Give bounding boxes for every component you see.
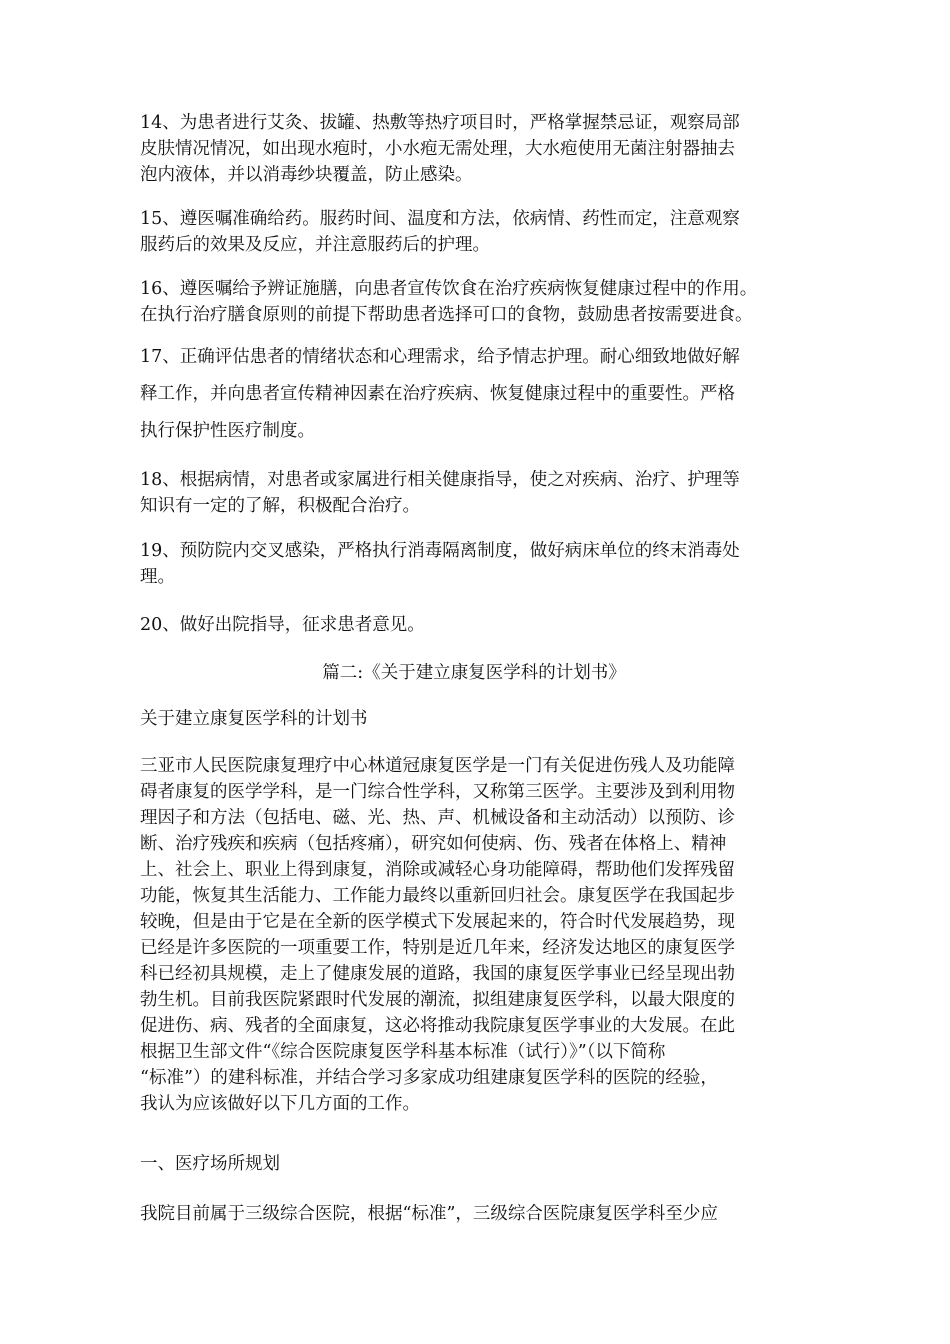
document-title-text: 关于建立康复医学科的计划书 — [140, 709, 368, 729]
text-line: 断、治疗残疾和疾病（包括疼痛），研究如何使病、伤、残者在体格上、精神 — [140, 834, 727, 854]
text-line: 理因子和方法（包括电、磁、光、热、声、机械设备和主动活动）以预防、诊 — [140, 808, 735, 828]
text-line: 促进伤、病、残者的全面康复，这必将推动我院康复医学事业的大发展。在此 — [140, 1016, 735, 1036]
text-line: 理。 — [140, 567, 175, 587]
text-line: “标准”）的建科标准，并结合学习多家成功组建康复医学科的医院的经验， — [140, 1068, 718, 1088]
text-line: 碍者康复的医学学科，是一门综合性学科，又称第三医学。主要涉及到利用物 — [140, 782, 735, 802]
text-line: 20、做好出院指导，征求患者意见。 — [140, 615, 425, 635]
text-line: 我院目前属于三级综合医院，根据“标准”，三级综合医院康复医学科至少应 — [140, 1204, 718, 1224]
text-line: 上、社会上、职业上得到康复，消除或减轻心身功能障碍，帮助他们发挥残留 — [140, 860, 735, 880]
list-item-19 — [140, 538, 808, 590]
text-line: 功能，恢复其生活能力、工作能力最终以重新回归社会。康复医学在我国起步 — [140, 886, 735, 906]
text-line: 三亚市人民医院康复理疗中心林道冠康复医学是一门有关促进伤残人及功能障 — [140, 756, 735, 776]
text-line: 释工作，并向患者宣传精神因素在治疗疾病、恢复健康过程中的重要性。严格 — [140, 384, 735, 404]
text-line: 勃生机。目前我医院紧跟时代发展的潮流，拟组建康复医学科，以最大限度的 — [140, 990, 735, 1010]
section-title-text: 篇二:《关于建立康复医学科的计划书》 — [322, 663, 626, 683]
text-line: 执行保护性医疗制度。 — [140, 421, 315, 441]
text-line: 根据卫生部文件“《综合医院康复医学科基本标准（试行）》”（以下简称 — [140, 1042, 666, 1062]
list-item-14 — [140, 110, 808, 188]
text-line: 15、遵医嘱准确给药。服药时间、温度和方法，依病情、药性而定，注意观察 — [140, 209, 740, 229]
heading-1-text: 一、医疗场所规划 — [140, 1154, 280, 1174]
text-line: 在执行治疗膳食原则的前提下帮助患者选择可口的食物，鼓励患者按需要进食。 — [140, 305, 753, 325]
text-line: 泡内液体，并以消毒纱块覆盖，防止感染。 — [140, 165, 473, 185]
list-item-16 — [140, 276, 808, 328]
text-line: 我认为应该做好以下几方面的工作。 — [140, 1094, 420, 1114]
text-line: 18、根据病情，对患者或家属进行相关健康指导，使之对疾病、治疗、护理等 — [140, 470, 740, 490]
text-line: 已经是许多医院的一项重要工作，特别是近几年来，经济发达地区的康复医学 — [140, 938, 735, 958]
text-line: 皮肤情况情况，如出现水疱时，小水疱无需处理，大水疱使用无菌注射器抽去 — [140, 139, 735, 159]
text-line: 科已经初具规模，走上了健康发展的道路，我国的康复医学事业已经呈现出勃 — [140, 964, 735, 984]
document-title — [140, 706, 808, 732]
intro-paragraph — [140, 753, 808, 1117]
text-line: 较晚，但是由于它是在全新的医学模式下发展起来的，符合时代发展趋势，现 — [140, 912, 735, 932]
list-item-17 — [140, 339, 808, 450]
text-line: 服药后的效果及反应，并注意服药后的护理。 — [140, 235, 490, 255]
heading-1 — [140, 1151, 808, 1177]
text-line: 16、遵医嘱给予辨证施膳，向患者宣传饮食在治疗疾病恢复健康过程中的作用。 — [140, 279, 758, 299]
list-item-15 — [140, 206, 808, 258]
list-item-18 — [140, 467, 808, 519]
section-title — [140, 660, 808, 686]
body-paragraph — [140, 1201, 808, 1227]
list-item-20 — [140, 612, 808, 638]
text-line: 14、为患者进行艾灸、拔罐、热敷等热疗项目时，严格掌握禁忌证，观察局部 — [140, 113, 740, 133]
text-line: 19、预防院内交叉感染，严格执行消毒隔离制度，做好病床单位的终末消毒处 — [140, 541, 740, 561]
text-line: 知识有一定的了解，积极配合治疗。 — [140, 496, 420, 516]
text-line: 17、正确评估患者的情绪状态和心理需求，给予情志护理。耐心细致地做好解 — [140, 347, 740, 367]
